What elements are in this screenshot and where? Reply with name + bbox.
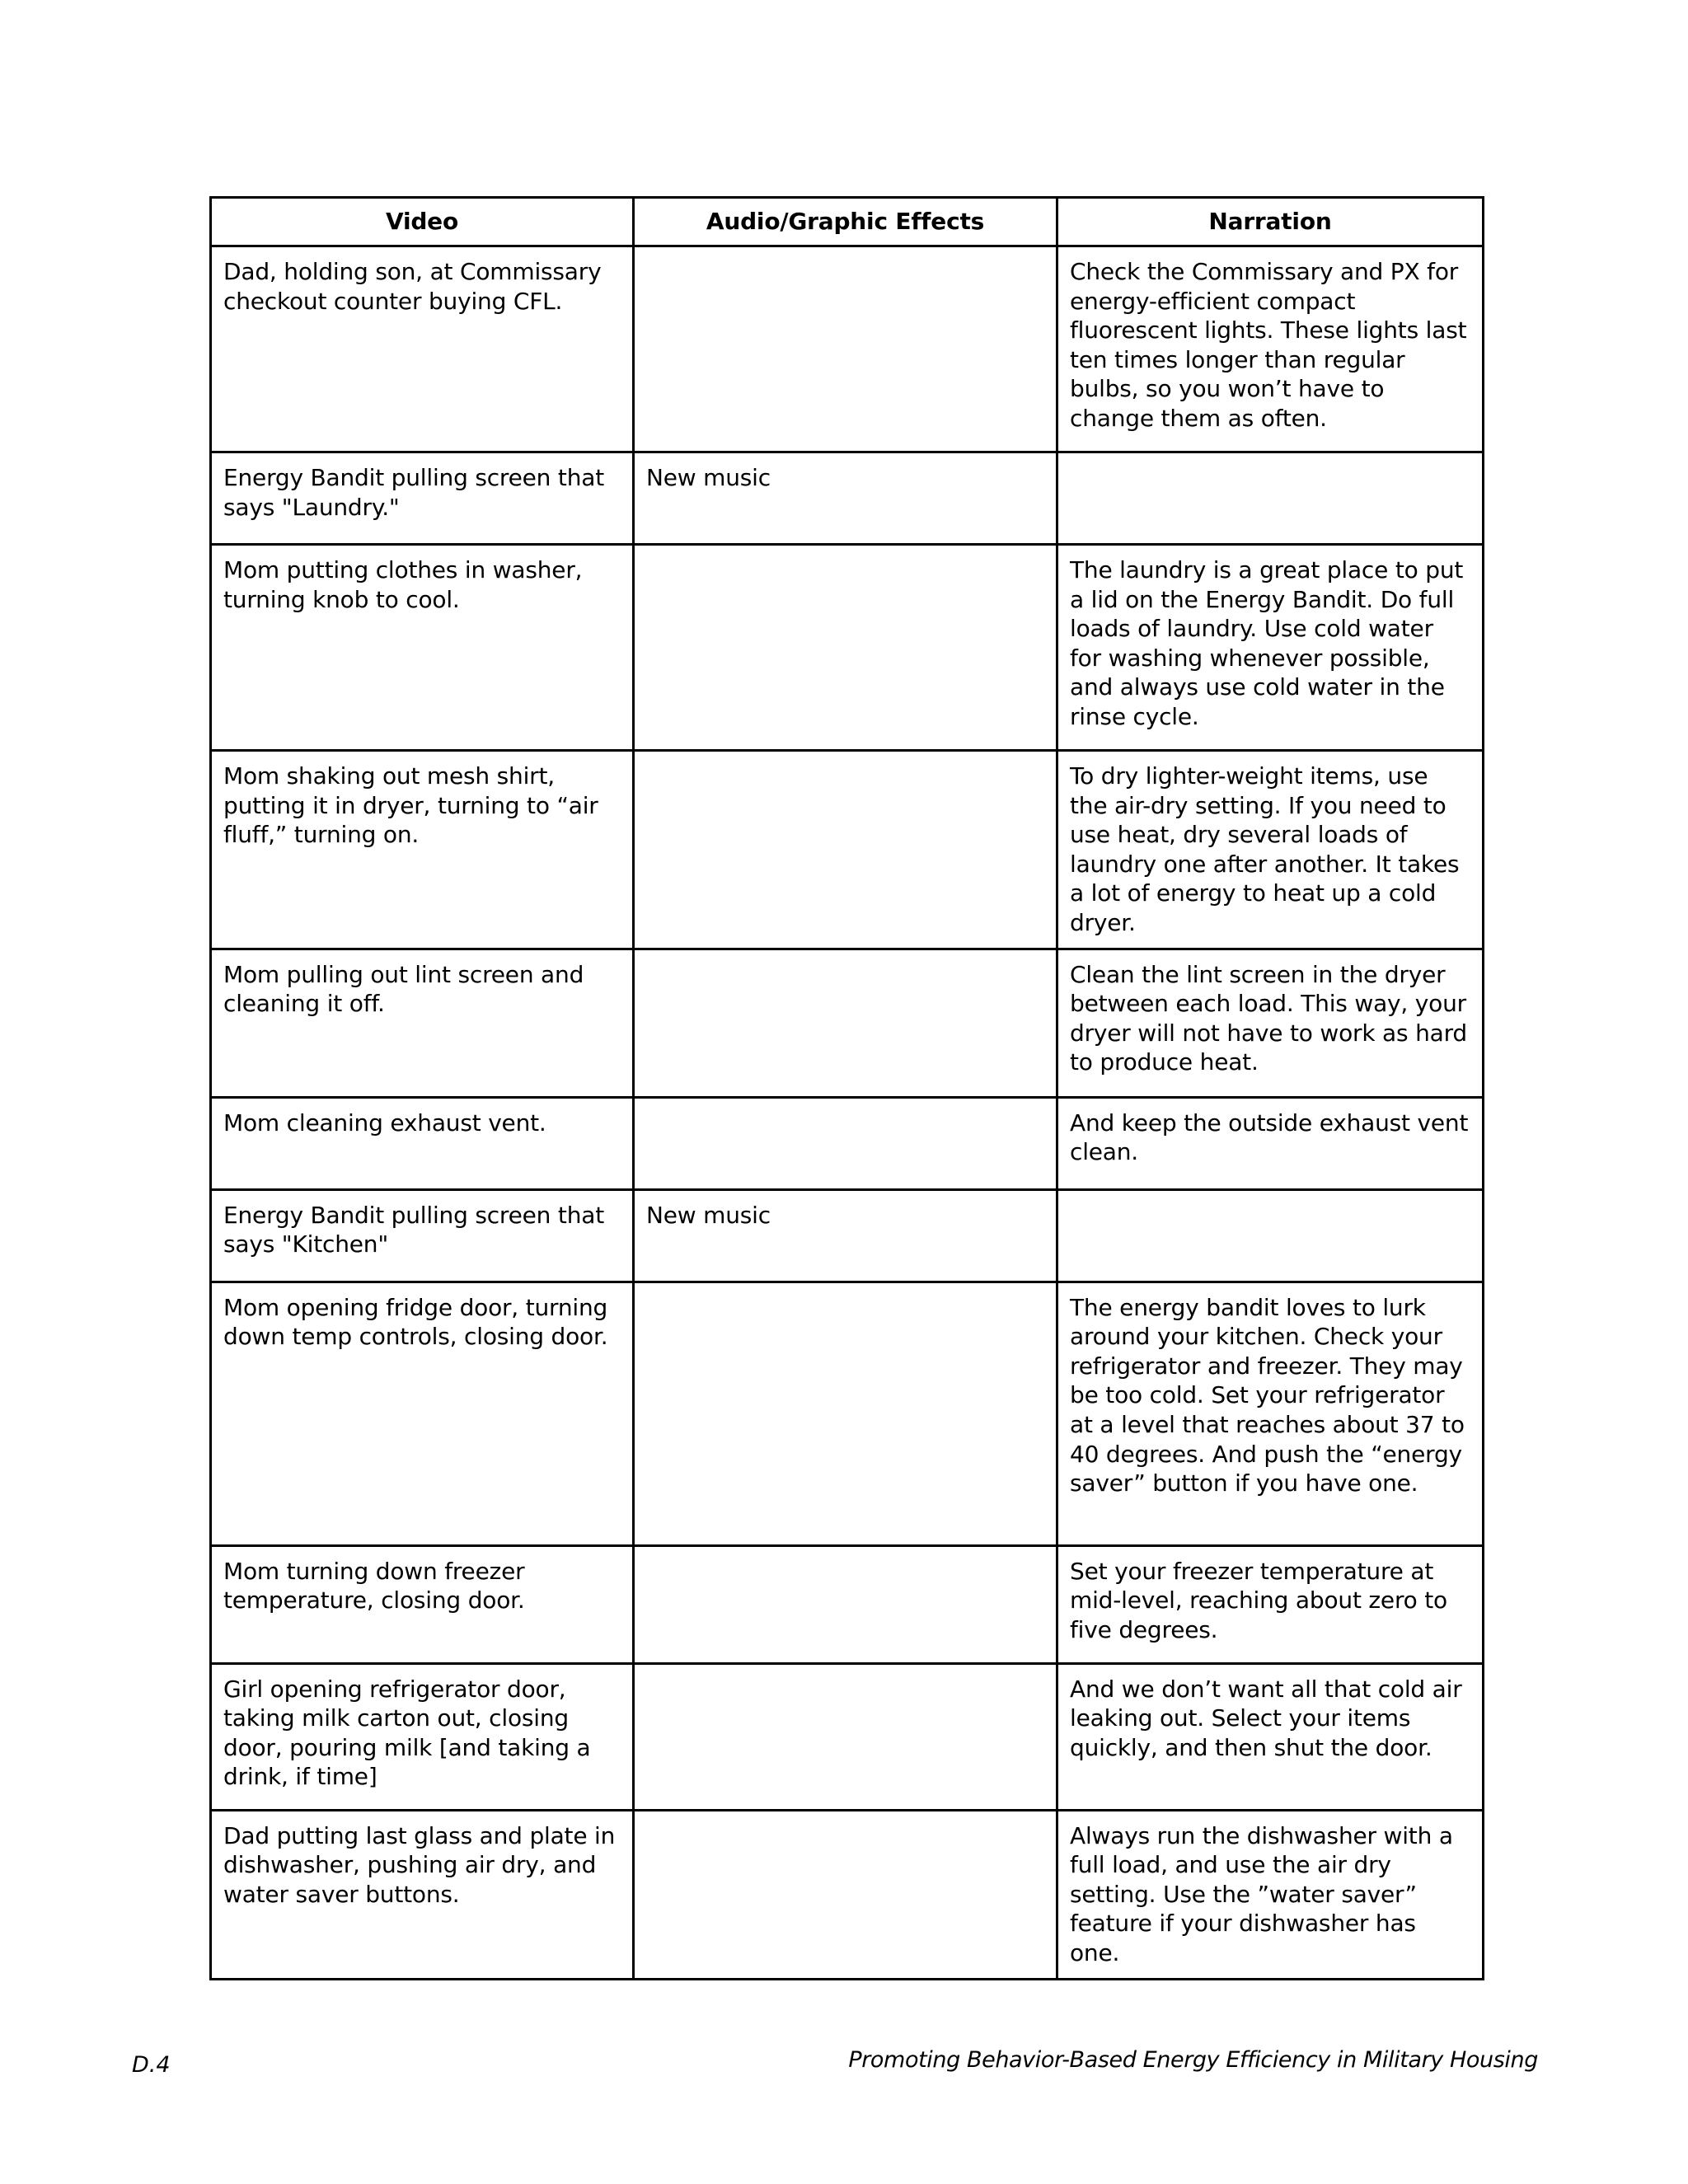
table-row	[211, 1663, 1484, 1810]
video-cell: Mom shaking out mesh shirt, putting it in dryer, turning to “air fluff,” turning on.	[211, 751, 634, 949]
effects-cell	[634, 545, 1057, 751]
effects-cell	[634, 1097, 1057, 1189]
effects-cell	[634, 1282, 1057, 1545]
narration-cell: Check the Commissary and PX for energy-efficient compact fluorescent lights. These lights last ten times longer than regular bulbs, so you won’t have to change them as often.	[1057, 246, 1484, 452]
header-audio-graphic-effects: Audio/Graphic Effects	[634, 198, 1057, 246]
table-row	[211, 452, 1484, 545]
narration-cell: And we don’t want all that cold air leaking out. Select your items quickly, and then shut the door.	[1057, 1663, 1484, 1810]
narration-cell: The energy bandit loves to lurk around your kitchen. Check your refrigerator and freezer. They may be too cold. Set your refrigerator at a level that reaches about 37 to 40 degrees. And push the “energy saver” button if you have one.	[1057, 1282, 1484, 1545]
script-table	[209, 196, 1484, 1980]
effects-cell: New music	[634, 1189, 1057, 1282]
table-row	[211, 545, 1484, 751]
header-video: Video	[211, 198, 634, 246]
video-cell: Mom cleaning exhaust vent.	[211, 1097, 634, 1189]
page-number: D.4	[132, 2052, 171, 2078]
video-cell: Mom putting clothes in washer, turning knob to cool.	[211, 545, 634, 751]
effects-cell	[634, 1545, 1057, 1663]
narration-cell: And keep the outside exhaust vent clean.	[1057, 1097, 1484, 1189]
table-row	[211, 1189, 1484, 1282]
table-row	[211, 1282, 1484, 1545]
effects-cell	[634, 1810, 1057, 1979]
video-cell: Dad putting last glass and plate in dishwasher, pushing air dry, and water saver buttons.	[211, 1810, 634, 1979]
narration-cell: Always run the dishwasher with a full load, and use the air dry setting. Use the ”water saver” feature if your dishwasher has one.	[1057, 1810, 1484, 1979]
table-row	[211, 246, 1484, 452]
video-cell: Dad, holding son, at Commissary checkout counter buying CFL.	[211, 246, 634, 452]
video-cell: Energy Bandit pulling screen that says "Kitchen"	[211, 1189, 634, 1282]
effects-cell	[634, 949, 1057, 1097]
effects-cell	[634, 751, 1057, 949]
effects-cell: New music	[634, 452, 1057, 545]
video-cell: Mom turning down freezer temperature, closing door.	[211, 1545, 634, 1663]
narration-cell: Clean the lint screen in the dryer between each load. This way, your dryer will not have to work as hard to produce heat.	[1057, 949, 1484, 1097]
narration-cell: To dry lighter-weight items, use the air-dry setting. If you need to use heat, dry several loads of laundry one after another. It takes a lot of energy to heat up a cold dryer.	[1057, 751, 1484, 949]
video-cell: Energy Bandit pulling screen that says "Laundry."	[211, 452, 634, 545]
narration-cell: Set your freezer temperature at mid-level, reaching about zero to five degrees.	[1057, 1545, 1484, 1663]
narration-cell: The laundry is a great place to put a lid on the Energy Bandit. Do full loads of laundry. Use cold water for washing whenever possible, and always use cold water in the rinse cycle.	[1057, 545, 1484, 751]
video-cell: Girl opening refrigerator door, taking milk carton out, closing door, pouring milk [and taking a drink, if time]	[211, 1663, 634, 1810]
effects-cell	[634, 1663, 1057, 1810]
narration-cell	[1057, 1189, 1484, 1282]
document-title-footer: Promoting Behavior-Based Energy Efficiency in Military Housing	[848, 2047, 1538, 2073]
table-row	[211, 1545, 1484, 1663]
table-row	[211, 751, 1484, 949]
header-narration: Narration	[1057, 198, 1484, 246]
video-cell: Mom opening fridge door, turning down temp controls, closing door.	[211, 1282, 634, 1545]
table-row	[211, 949, 1484, 1097]
effects-cell	[634, 246, 1057, 452]
table-row	[211, 1097, 1484, 1189]
narration-cell	[1057, 452, 1484, 545]
header-row	[211, 198, 1484, 246]
table-row	[211, 1810, 1484, 1979]
video-cell: Mom pulling out lint screen and cleaning it off.	[211, 949, 634, 1097]
